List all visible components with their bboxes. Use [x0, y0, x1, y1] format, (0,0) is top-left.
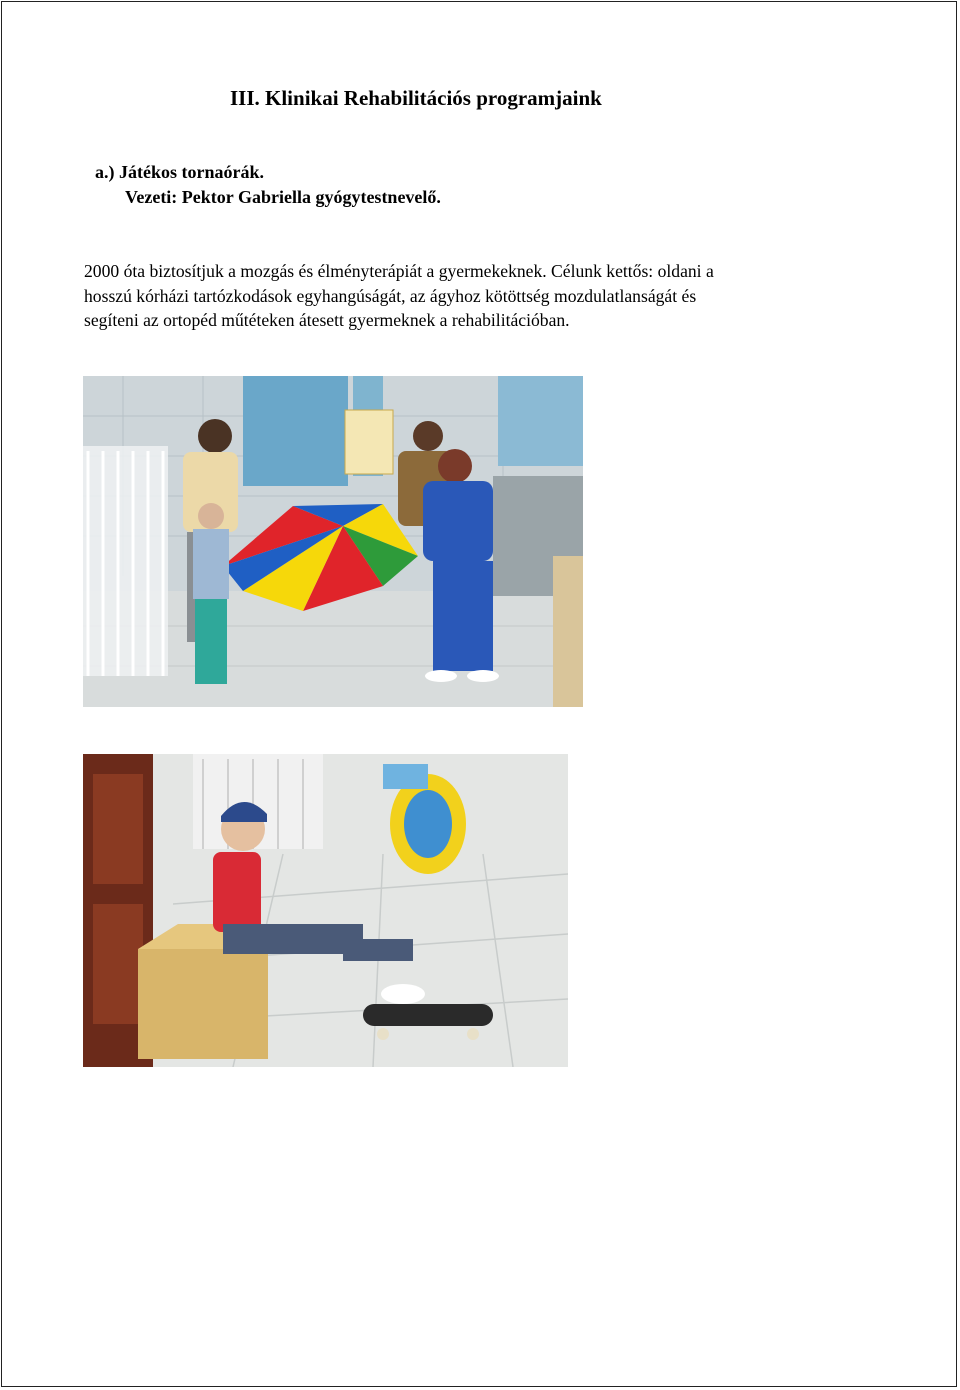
section-title: III. Klinikai Rehabilitációs programjaink	[230, 86, 602, 110]
description-line: 2000 óta biztosítjuk a mozgás és élményterápiát a gyermekeknek. Célunk kettős: oldani a	[84, 261, 714, 281]
photo-skateboard-illustration	[83, 754, 568, 1067]
photo-parachute-game-illustration	[83, 376, 583, 707]
description-line: segíteni az ortopéd műtéteken átesett gyermeknek a rehabilitációban.	[84, 310, 570, 330]
program-heading: a.) Játékos tornaórák.	[95, 162, 264, 182]
photo-skateboard-exercise	[83, 754, 568, 1067]
program-leader: Vezeti: Pektor Gabriella gyógytestnevelő.	[125, 187, 441, 207]
description-paragraph	[84, 259, 844, 333]
description-line: hosszú kórházi tartózkodások egyhangúságát, az ágyhoz kötöttség mozdulatlanságát és	[84, 285, 697, 306]
photo-parachute-game	[83, 376, 583, 707]
